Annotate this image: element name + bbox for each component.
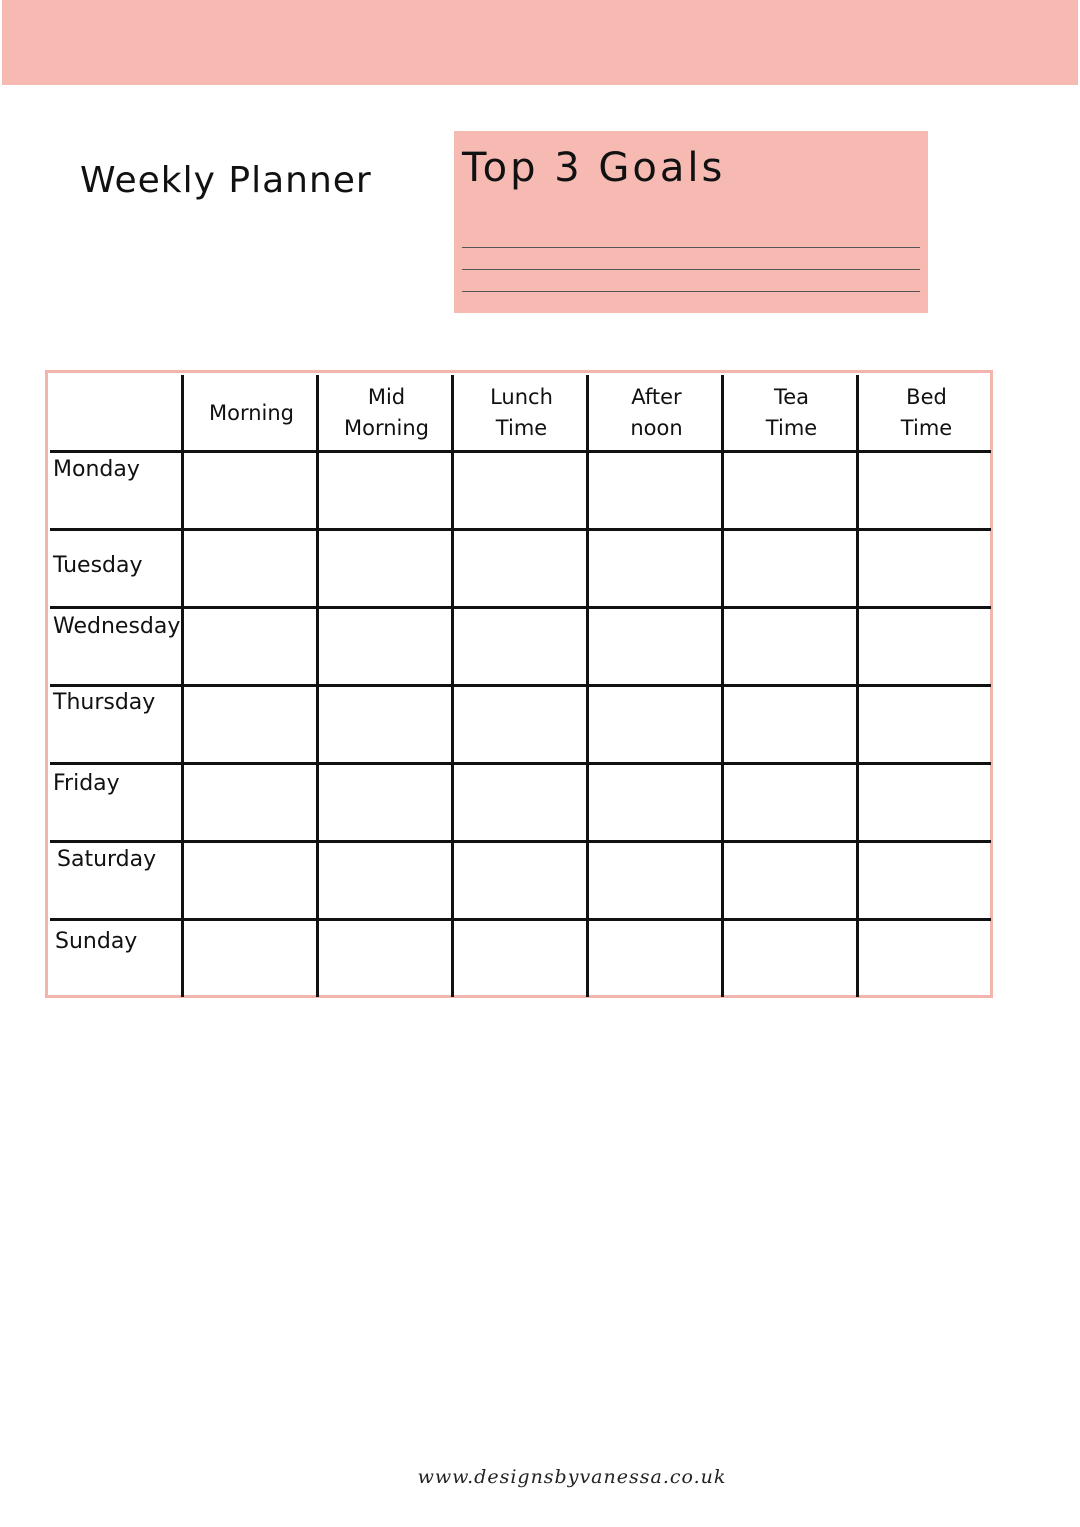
row-label-sunday: Sunday (55, 929, 138, 954)
row-label-tuesday: Tuesday (53, 553, 143, 578)
column-header-afternoon: After noon (630, 385, 683, 440)
goal-line-2[interactable] (462, 269, 920, 270)
column-header-morning: Morning (208, 400, 294, 425)
grid-hline (50, 918, 991, 921)
row-label-friday: Friday (53, 771, 120, 796)
row-label-wednesday: Wednesday (53, 614, 181, 639)
column-header-bed-time: Bed Time (900, 385, 953, 440)
weekly-planner-table (45, 370, 993, 998)
column-header-lunch-time: Lunch Time (490, 385, 553, 440)
grid-hline (50, 840, 991, 843)
column-header-tea-time: Tea Time (765, 385, 818, 440)
grid-hline (50, 762, 991, 765)
goals-title: Top 3 Goals (462, 145, 726, 191)
grid-hline (50, 684, 991, 687)
goal-line-1[interactable] (462, 247, 920, 248)
grid-hline (50, 450, 991, 453)
row-label-saturday: Saturday (57, 847, 157, 872)
grid-hline (50, 528, 991, 531)
header-band (2, 0, 1078, 85)
row-label-monday: Monday (53, 457, 140, 482)
footer-url: www.designsbyvanessa.co.uk (417, 1466, 727, 1488)
row-label-thursday: Thursday (53, 690, 156, 715)
page-title: Weekly Planner (80, 160, 372, 201)
grid-hline (50, 606, 991, 609)
column-header-mid-morning: Mid Morning (343, 385, 429, 440)
goals-box (454, 131, 928, 313)
goal-line-3[interactable] (462, 291, 920, 292)
